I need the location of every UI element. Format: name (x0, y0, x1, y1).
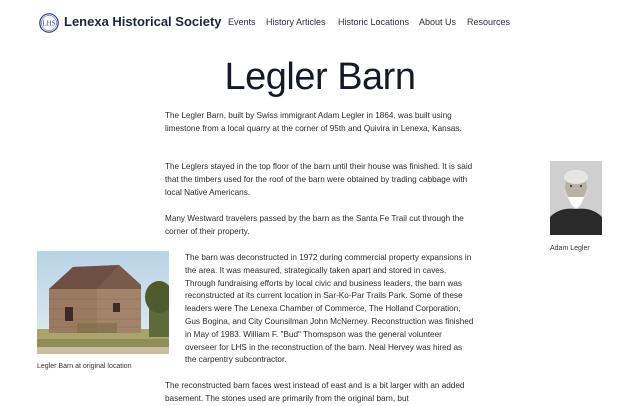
svg-text:LHS: LHS (42, 19, 56, 28)
paragraph-intro: The Legler Barn, built by Swiss immigrant Adam Legler in 1864, was built using limestone from a local quarry at the corner of 95th and Quivira in Lenexa, Kansas. (165, 111, 462, 133)
paragraph-santa-fe-trail: Many Westward travelers passed by the barn as the Santa Fe Trail cut through the corner of their property. (165, 214, 464, 236)
nav-history-articles[interactable]: History Articles (266, 17, 326, 27)
adam-legler-portrait[interactable] (550, 161, 602, 235)
nav-about-us[interactable]: About Us (419, 17, 457, 27)
barn-photo[interactable] (37, 251, 169, 354)
nav-historic-locations[interactable]: Historic Locations (338, 17, 410, 27)
barn-illustration (37, 251, 169, 354)
site-header (0, 0, 640, 46)
nav-resources[interactable]: Resources (467, 17, 511, 27)
barn-photo-caption: Legler Barn at original location (37, 363, 132, 370)
portrait-illustration (550, 161, 602, 235)
portrait-caption: Adam Legler (550, 245, 590, 252)
page-title: Legler Barn (224, 56, 416, 98)
paragraph-top-floor: The Leglers stayed in the top floor of the barn until their house was finished. It is said that the timbers used for the roof of the barn were obtained by trading cabbage with local Native Americans. (165, 162, 473, 197)
paragraph-reconstruction: The barn was deconstructed in 1972 during commercial property expansions in the area. It was measured, strategically taken apart and stored in caves. Through fundraising efforts by local civic and business leaders, the barn was reconstructed at its current location in Sar-Ko-Par Trails Park. Some of these leaders were The Lenexa Chamber of Commerce, The Holland Corporation, Gus Bogina, and City Counsilman John McNerney. Reconstruction was finished in May of 1983. William F. "Bud" Thomspson was the general volunteer overseer for LHS in the reconstruction of the barn. Neal Hervey was hired as the carpentry subcontractor. (185, 253, 474, 365)
paragraph-orientation: The reconstructed barn faces west instead of east and is a bit larger with an added basement. The stones used are primarily from the original barn, but (165, 381, 465, 403)
main-nav (0, 17, 640, 31)
site-name-link[interactable]: Lenexa Historical Society (64, 14, 222, 29)
nav-events[interactable]: Events (228, 17, 256, 27)
